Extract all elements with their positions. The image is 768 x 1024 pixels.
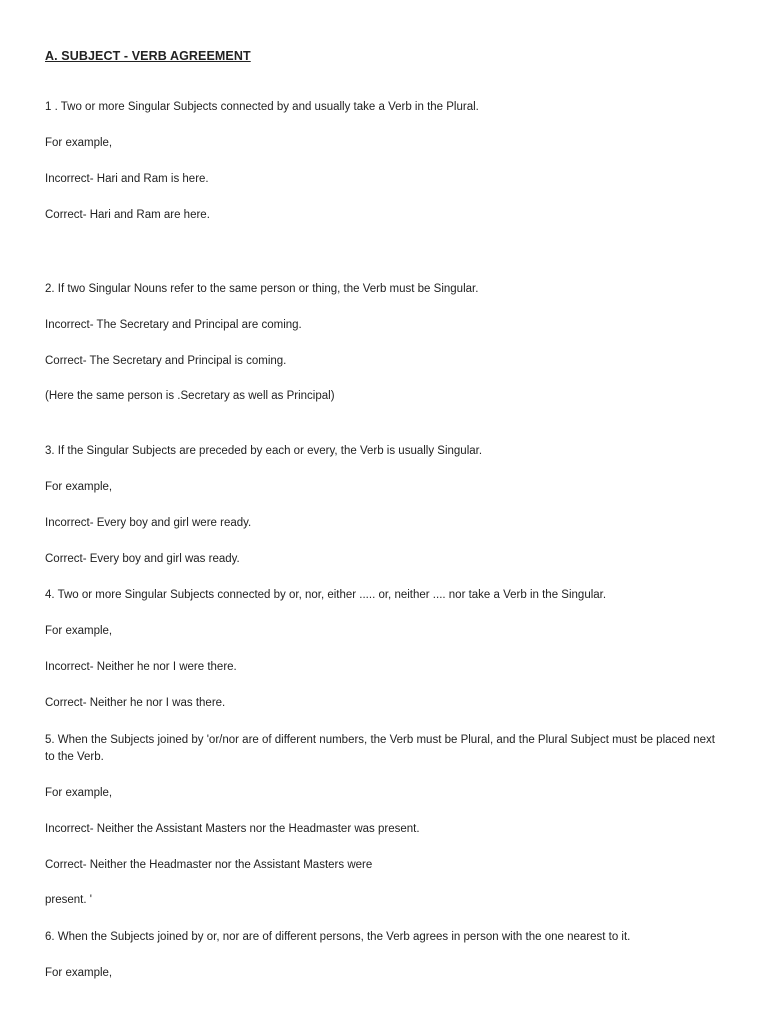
rule-5-for-example: For example, bbox=[45, 787, 113, 799]
rule-6-text: 6. When the Subjects joined by or, nor are of different persons, the Verb agrees in person with the one nearest to it. bbox=[45, 931, 631, 943]
rule-3-incorrect: Incorrect- Every boy and girl were ready. bbox=[45, 517, 252, 529]
rule-2-note: (Here the same person is .Secretary as well as Principal) bbox=[45, 390, 335, 402]
rule-5-correct: Correct- Neither the Headmaster nor the Assistant Masters were bbox=[45, 859, 373, 871]
rule-4-for-example: For example, bbox=[45, 625, 113, 637]
rule-3-for-example: For example, bbox=[45, 481, 113, 493]
section-heading: A. SUBJECT - VERB AGREEMENT bbox=[45, 49, 251, 63]
rule-4-correct: Correct- Neither he nor I was there. bbox=[45, 697, 226, 709]
rule-2-correct: Correct- The Secretary and Principal is coming. bbox=[45, 355, 287, 367]
rule-3-correct: Correct- Every boy and girl was ready. bbox=[45, 553, 240, 565]
rule-1-text: 1 . Two or more Singular Subjects connected by and usually take a Verb in the Plural. bbox=[45, 101, 479, 113]
rule-5-incorrect: Incorrect- Neither the Assistant Masters nor the Headmaster was present. bbox=[45, 823, 420, 835]
rule-1-for-example: For example, bbox=[45, 137, 113, 149]
rule-3-text: 3. If the Singular Subjects are preceded by each or every, the Verb is usually Singular. bbox=[45, 445, 483, 457]
rule-4-incorrect: Incorrect- Neither he nor I were there. bbox=[45, 661, 237, 673]
rule-1-correct: Correct- Hari and Ram are here. bbox=[45, 209, 210, 221]
rule-1-incorrect: Incorrect- Hari and Ram is here. bbox=[45, 173, 209, 185]
rule-4-text: 4. Two or more Singular Subjects connected by or, nor, either ..... or, neither .... nor take a Verb in the Singular. bbox=[45, 589, 607, 601]
rule-5-correct-continued: present. ' bbox=[45, 894, 92, 906]
rule-6-for-example: For example, bbox=[45, 967, 113, 979]
rule-5-text: 5. When the Subjects joined by 'or/nor are of different numbers, the Verb must be Plural, and the Plural Subject must be placed next to the Verb. bbox=[45, 734, 716, 763]
rule-2-text: 2. If two Singular Nouns refer to the same person or thing, the Verb must be Singular. bbox=[45, 283, 479, 295]
rule-2-incorrect: Incorrect- The Secretary and Principal are coming. bbox=[45, 319, 302, 331]
